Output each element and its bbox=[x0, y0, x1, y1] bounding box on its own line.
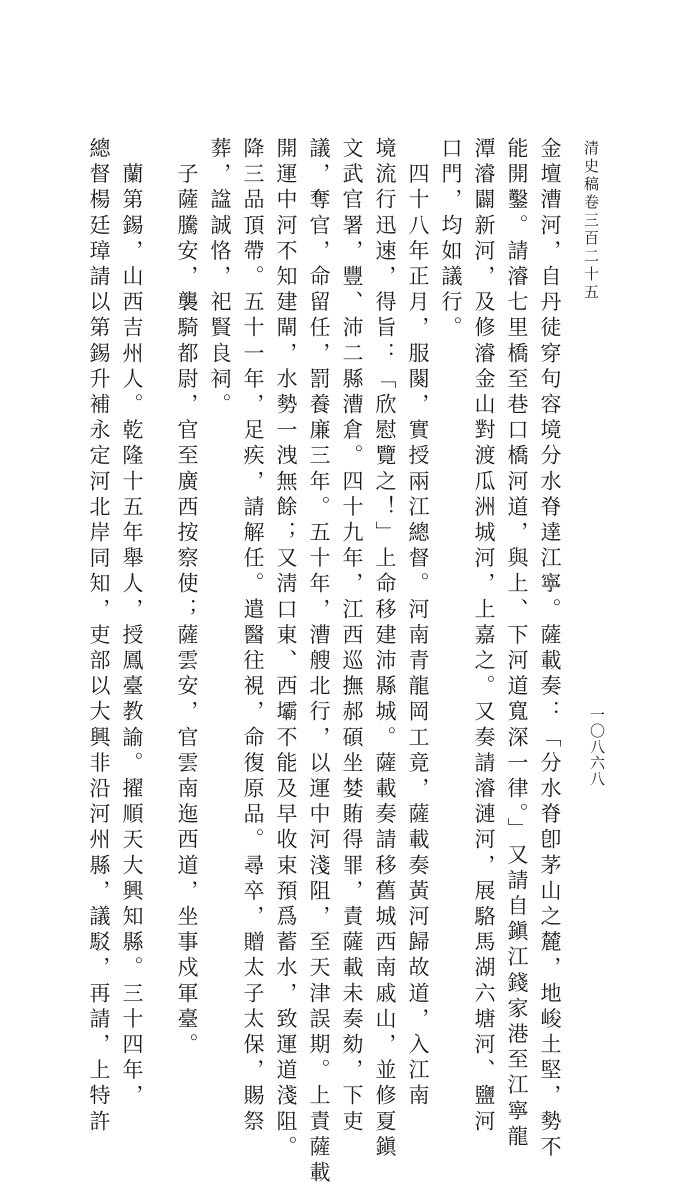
text-column: 金壇漕河，自丹徒穿句容境分水脊達江寧。薩載奏：「分水脊卽茅山之麓，地峻土堅，勢不 bbox=[538, 137, 562, 1161]
text-column: 潭濬闢新河，及修濬金山對渡瓜洲城河，上嘉之。又奏請濬漣河，展駱馬湖六塘河、鹽河 bbox=[472, 137, 496, 1136]
text-column: 口門，均如議行。 bbox=[439, 137, 463, 342]
page-number: 一〇八六八 bbox=[588, 707, 606, 787]
text-column: 境流行迅速，得旨：「欣慰覽之！」上命移建沛縣城。薩載奏請移舊城西南戚山，並修夏鎭 bbox=[373, 137, 397, 1161]
text-column: 開運中河不知建閘，水勢一洩無餘；又淸口東、西壩不能及早收束預爲蓄水，致運道淺阻。 bbox=[274, 137, 298, 1161]
text-column: 四十八年正月，服闋，實授兩江總督。河南青龍岡工竟，薩載奏黃河歸故道，入江南 bbox=[406, 137, 430, 1110]
text-column: 總督楊廷璋請以第錫升補永定河北岸同知，吏部以大興非沿河州縣，議駁，再請，上特許 bbox=[87, 137, 111, 1136]
text-column: 蘭第錫，山西吉州人。乾隆十五年舉人，授鳳臺教諭。擢順天大興知縣。三十四年， bbox=[120, 137, 144, 1110]
text-column: 文武官署，豐、沛二縣漕倉。四十九年，江西巡撫郝碩坐婪賄得罪，責薩載未奏劾，下吏 bbox=[340, 137, 364, 1136]
running-header: 清史稿卷三百二十五 bbox=[582, 140, 600, 302]
text-column: 降三品頂帶。五十一年，足疾，請解任。遣醫往視，命復原品。尋卒，贈太子太保，賜祭 bbox=[241, 137, 265, 1136]
text-column: 能開鑿。請濬七里橋至巷口橋河道，與上、下河道寬深一律。」又請自鎭江錢家港至江寧龍 bbox=[505, 137, 529, 1151]
text-column: 子薩騰安，襲騎都尉，官至廣西按察使；薩雲安，官雲南迤西道，坐事戍軍臺。 bbox=[175, 137, 199, 1059]
text-column: 葬，諡誠恪，祀賢良祠。 bbox=[208, 137, 232, 419]
text-column: 議，奪官，命留任，罰養廉三年。五十年，漕艘北行，以運中河淺阻，至天津誤期。上責薩載 bbox=[307, 137, 331, 1187]
